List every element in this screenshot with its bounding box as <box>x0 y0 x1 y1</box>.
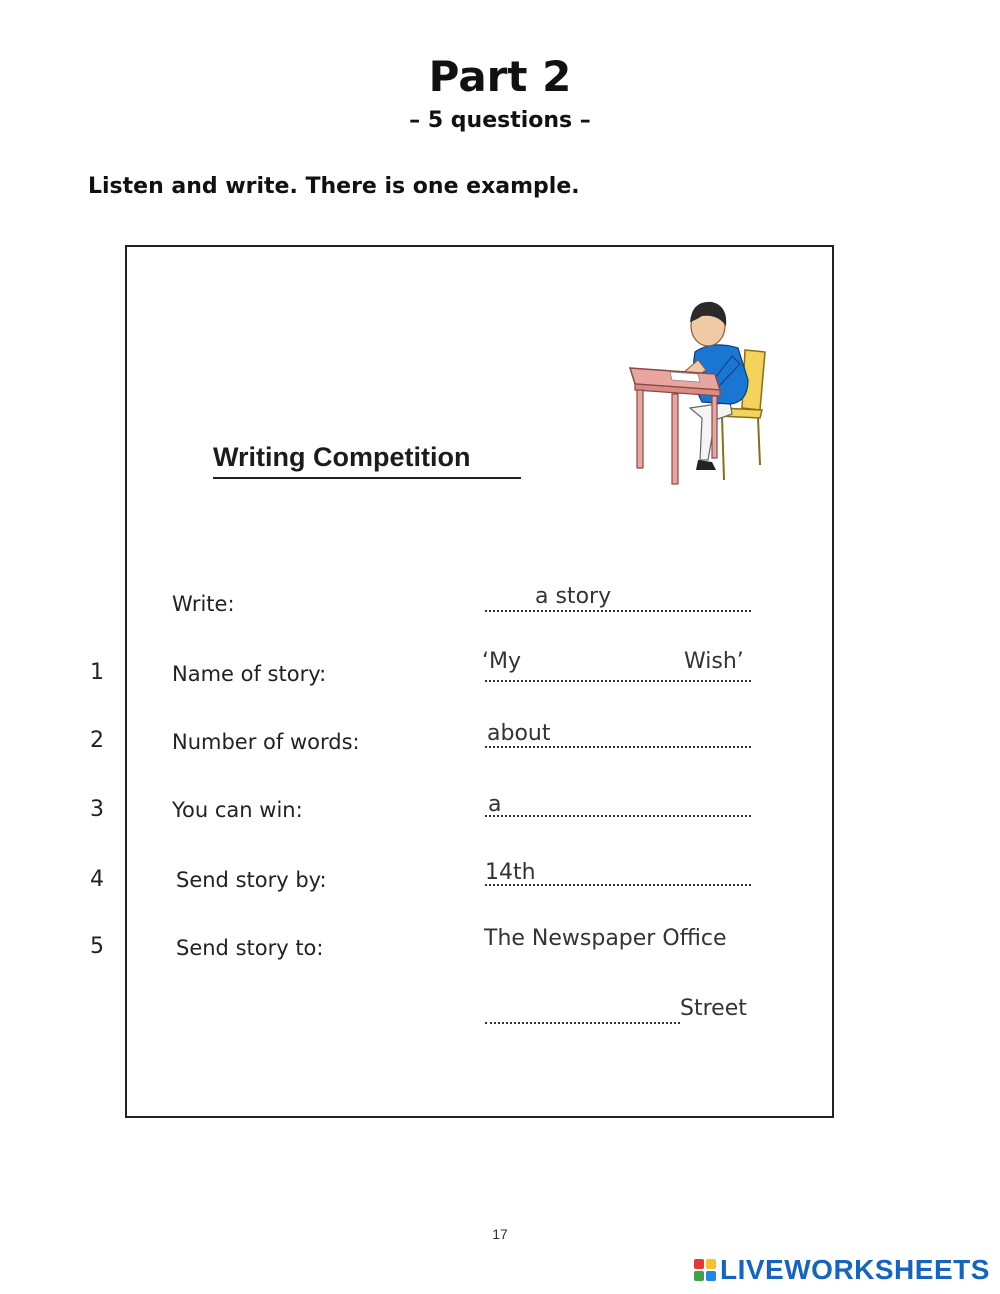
brand-text: LIVEWORKSHEETS <box>720 1254 990 1285</box>
row-1-prefill-right: Wish’ <box>684 649 744 674</box>
question-number-4: 4 <box>90 867 104 892</box>
page-subtitle: – 5 questions – <box>409 108 591 133</box>
row-5-label: Send story to: <box>176 936 324 960</box>
row-1-prefill-left: ‘My <box>482 649 521 674</box>
competition-heading: Writing Competition <box>213 442 521 479</box>
row-5-prefill: The Newspaper Office <box>484 926 727 951</box>
row-1-label: Name of story: <box>172 662 327 686</box>
answer-1-field[interactable] <box>485 680 751 682</box>
question-number-3: 3 <box>90 797 104 822</box>
row-4-prefill: 14th <box>485 860 536 885</box>
liveworksheets-logo <box>694 1254 990 1286</box>
row-2-prefill: about <box>487 721 551 746</box>
row-example-answer: a story <box>535 584 612 609</box>
brand-grid-icon <box>694 1259 716 1281</box>
instruction-text: Listen and write. There is one example. <box>88 174 580 199</box>
question-number-2: 2 <box>90 728 104 753</box>
row-example-label: Write: <box>172 592 235 616</box>
question-number-5: 5 <box>90 934 104 959</box>
row-3-label: You can win: <box>172 798 303 822</box>
question-number-1: 1 <box>90 660 104 685</box>
answer-3-field[interactable] <box>485 815 751 817</box>
answer-4-field[interactable] <box>485 884 751 886</box>
row-4-label: Send story by: <box>176 868 327 892</box>
answer-5-field[interactable] <box>485 1022 680 1024</box>
row-2-label: Number of words: <box>172 730 360 754</box>
page-title: Part 2 <box>428 52 572 101</box>
row-3-prefill: a <box>488 792 502 817</box>
row-example-line <box>485 610 751 612</box>
page-number: 17 <box>492 1226 508 1242</box>
answer-2-field[interactable] <box>485 746 751 748</box>
boy-writing-illustration <box>620 290 780 500</box>
row-5-prefill-street: Street <box>680 996 747 1021</box>
